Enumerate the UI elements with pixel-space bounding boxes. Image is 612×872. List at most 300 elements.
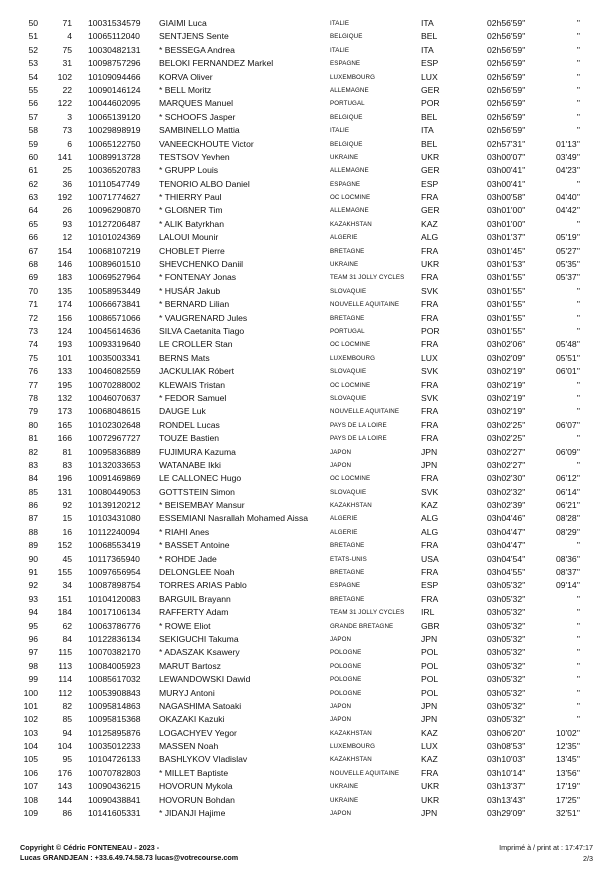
rider-name-cell: DAUGE Luk	[159, 406, 206, 417]
contact-text: Lucas GRANDJEAN : +33.6.49.74.58.73 lucas@votrecourse.com	[20, 853, 239, 862]
team-cell: SLOVAQUIE	[330, 488, 367, 496]
gap-cell: ''	[576, 312, 580, 323]
table-row	[0, 499, 612, 512]
rider-name-cell: * BESSEGA Andrea	[159, 44, 235, 55]
rider-name-cell: BERNS Mats	[159, 352, 210, 363]
time-cell: 03h01'37''	[487, 232, 526, 243]
gap-cell: 06'07''	[555, 419, 580, 430]
nationality-cell: POL	[421, 660, 439, 671]
uci-id-cell: 10070782803	[88, 767, 141, 778]
bib-cell: 102	[57, 71, 72, 82]
team-cell: SLOVAQUIE	[330, 368, 367, 376]
team-cell: UKRAINE	[330, 261, 359, 269]
gap-cell: ''	[576, 125, 580, 136]
uci-id-cell: 10069527964	[88, 272, 141, 283]
team-cell: OC LOCMINE	[330, 381, 371, 389]
table-row	[0, 231, 612, 244]
time-cell: 03h02'39''	[487, 500, 526, 511]
gap-cell: ''	[576, 71, 580, 82]
time-cell: 02h56'59''	[487, 31, 526, 42]
team-cell: POLOGNE	[330, 676, 362, 684]
time-cell: 03h01'00''	[487, 218, 526, 229]
rider-name-cell: * THIERRY Paul	[159, 192, 222, 203]
table-row	[0, 606, 612, 619]
bib-cell: 81	[62, 446, 72, 457]
nationality-cell: ESP	[421, 580, 439, 591]
rider-name-cell: OKAZAKI Kazuki	[159, 714, 225, 725]
nationality-cell: SVK	[421, 392, 439, 403]
time-cell: 03h01'55''	[487, 299, 526, 310]
time-cell: 03h02'25''	[487, 433, 526, 444]
team-cell: NOUVELLE AQUITAINE	[330, 301, 400, 309]
rider-name-cell: BELOKI FERNANDEZ Markel	[159, 58, 274, 69]
bib-cell: 124	[57, 325, 72, 336]
rider-name-cell: VANEECKHOUTE Victor	[159, 138, 254, 149]
uci-id-cell: 10035003341	[88, 352, 141, 363]
time-cell: 03h00'41''	[487, 178, 526, 189]
team-cell: BRETAGNE	[330, 595, 365, 603]
team-cell: SLOVAQUIE	[330, 287, 367, 295]
gap-cell: 05'37''	[555, 272, 580, 283]
time-cell: 02h56'59''	[487, 111, 526, 122]
rank-cell: 77	[28, 379, 38, 390]
rank-cell: 104	[23, 741, 38, 752]
rider-name-cell: BARGUIL Brayann	[159, 593, 231, 604]
nationality-cell: FRA	[421, 272, 439, 283]
uci-id-cell: 10110547749	[88, 178, 140, 189]
team-cell: NOUVELLE AQUITAINE	[330, 769, 400, 777]
time-cell: 03h05'32''	[487, 647, 526, 658]
gap-cell: ''	[576, 299, 580, 310]
uci-id-cell: 10086571066	[88, 312, 141, 323]
team-cell: KAZAKHSTAN	[330, 729, 372, 737]
gap-cell: 12'35''	[555, 741, 580, 752]
rank-cell: 91	[28, 567, 38, 578]
uci-id-cell: 10072967727	[88, 433, 141, 444]
table-row	[0, 673, 612, 686]
rank-cell: 72	[28, 312, 38, 323]
time-cell: 03h01'00''	[487, 205, 526, 216]
team-cell: ITALIE	[330, 20, 350, 27]
bib-cell: 166	[57, 433, 72, 444]
bib-cell: 133	[57, 366, 72, 377]
nationality-cell: FRA	[421, 312, 439, 323]
rank-cell: 89	[28, 540, 38, 551]
table-row	[0, 392, 612, 405]
uci-id-cell: 10071774627	[88, 192, 141, 203]
table-row	[0, 446, 612, 459]
gap-cell: ''	[576, 714, 580, 725]
uci-id-cell: 10065122750	[88, 138, 141, 149]
bib-cell: 92	[62, 500, 72, 511]
bib-cell: 193	[57, 339, 72, 350]
bib-cell: 155	[57, 567, 72, 578]
table-row	[0, 44, 612, 57]
time-cell: 03h04'54''	[487, 553, 526, 564]
nationality-cell: POR	[421, 98, 440, 109]
team-cell: OC LOCMINE	[330, 341, 371, 349]
bib-cell: 176	[57, 767, 72, 778]
bib-cell: 93	[62, 218, 72, 229]
bib-cell: 184	[57, 607, 72, 618]
team-cell: ITALIE	[330, 46, 350, 54]
time-cell: 03h06'20''	[487, 727, 526, 738]
rank-cell: 86	[28, 500, 38, 511]
nationality-cell: KAZ	[421, 218, 438, 229]
uci-id-cell: 10070288002	[88, 379, 141, 390]
team-cell: BELGIQUE	[330, 113, 363, 121]
table-row	[0, 620, 612, 633]
nationality-cell: FRA	[421, 767, 439, 778]
team-cell: JAPON	[330, 810, 352, 818]
gap-cell: 13'45''	[555, 754, 580, 765]
nationality-cell: FRA	[421, 339, 439, 350]
rider-name-cell: FUJIMURA Kazuma	[159, 446, 236, 457]
team-cell: PORTUGAL	[330, 100, 365, 108]
rider-name-cell: * SCHOOFS Jasper	[159, 111, 236, 122]
uci-id-cell: 10046082559	[88, 366, 141, 377]
table-row	[0, 84, 612, 97]
team-cell: NOUVELLE AQUITAINE	[330, 408, 400, 416]
uci-id-cell: 10030482131	[88, 44, 141, 55]
bib-cell: 75	[62, 44, 72, 55]
rank-cell: 83	[28, 459, 38, 470]
team-cell: JAPON	[330, 702, 352, 710]
bib-cell: 151	[57, 593, 72, 604]
gap-cell: ''	[576, 433, 580, 444]
time-cell: 03h04'55''	[487, 567, 526, 578]
uci-id-cell: 10104120083	[88, 593, 141, 604]
rider-name-cell: SHEVCHENKO Daniil	[159, 259, 244, 270]
team-cell: TEAM 31 JOLLY CYCLES	[330, 609, 405, 617]
rider-name-cell: RONDEL Lucas	[159, 419, 220, 430]
table-row	[0, 687, 612, 700]
rank-cell: 65	[28, 218, 38, 229]
team-cell: JAPON	[330, 716, 352, 724]
time-cell: 03h04'47''	[487, 540, 526, 551]
team-cell: KAZAKHSTAN	[330, 502, 372, 510]
nationality-cell: KAZ	[421, 727, 438, 738]
uci-id-cell: 10125895876	[88, 727, 141, 738]
time-cell: 03h29'09''	[487, 808, 526, 819]
rank-cell: 61	[28, 165, 38, 176]
rank-cell: 58	[28, 125, 38, 136]
time-cell: 03h05'32''	[487, 620, 526, 631]
bib-cell: 82	[62, 700, 72, 711]
table-row	[0, 97, 612, 110]
gap-cell: ''	[576, 593, 580, 604]
rank-cell: 102	[23, 714, 38, 725]
team-cell: ALLEMAGNE	[330, 167, 369, 175]
uci-id-cell: 10063786776	[88, 620, 141, 631]
table-row	[0, 17, 612, 30]
team-cell: ALGERIE	[330, 234, 358, 242]
time-cell: 03h01'45''	[487, 245, 526, 256]
team-cell: LUXEMBOURG	[330, 354, 376, 362]
nationality-cell: USA	[421, 553, 439, 564]
bib-cell: 146	[57, 259, 72, 270]
nationality-cell: POL	[421, 687, 439, 698]
rider-name-cell: DELONGLEE Noah	[159, 567, 235, 578]
rank-cell: 107	[23, 781, 38, 792]
gap-cell: 05'48''	[555, 339, 580, 350]
table-row	[0, 633, 612, 646]
uci-id-cell: 10068553419	[88, 540, 141, 551]
time-cell: 02h56'59''	[487, 71, 526, 82]
rank-cell: 87	[28, 513, 38, 524]
time-cell: 03h05'32''	[487, 660, 526, 671]
time-cell: 03h04'47''	[487, 526, 526, 537]
rank-cell: 54	[28, 71, 38, 82]
uci-id-cell: 10122836134	[88, 633, 141, 644]
uci-id-cell: 10141605331	[88, 808, 141, 819]
table-row	[0, 794, 612, 807]
table-row	[0, 379, 612, 392]
bib-cell: 122	[57, 98, 72, 109]
rank-cell: 60	[28, 151, 38, 162]
table-row	[0, 419, 612, 432]
table-row	[0, 512, 612, 525]
time-cell: 03h04'46''	[487, 513, 526, 524]
rank-cell: 67	[28, 245, 38, 256]
bib-cell: 173	[57, 406, 72, 417]
team-cell: POLOGNE	[330, 689, 362, 697]
rank-cell: 92	[28, 580, 38, 591]
rank-cell: 100	[23, 687, 38, 698]
rank-cell: 95	[28, 620, 38, 631]
bib-cell: 94	[62, 727, 72, 738]
team-cell: OC LOCMINE	[330, 194, 371, 202]
gap-cell: 03'49''	[555, 151, 580, 162]
team-cell: POLOGNE	[330, 662, 362, 670]
gap-cell: 08'37''	[555, 567, 580, 578]
uci-id-cell: 10053908843	[88, 687, 141, 698]
time-cell: 02h56'59''	[487, 18, 526, 28]
nationality-cell: ESP	[421, 58, 439, 69]
uci-id-cell: 10095815368	[88, 714, 141, 725]
uci-id-cell: 10089913728	[88, 151, 141, 162]
rider-name-cell: MARUT Bartosz	[159, 660, 221, 671]
table-row	[0, 30, 612, 43]
team-cell: ALGERIE	[330, 515, 358, 523]
gap-cell: ''	[576, 540, 580, 551]
time-cell: 02h56'59''	[487, 58, 526, 69]
gap-cell: ''	[576, 58, 580, 69]
rank-cell: 85	[28, 486, 38, 497]
rider-name-cell: LOGACHYEV Yegor	[159, 727, 237, 738]
time-cell: 03h01'53''	[487, 259, 526, 270]
rider-name-cell: MARQUES Manuel	[159, 98, 234, 109]
bib-cell: 156	[57, 312, 72, 323]
gap-cell: 05'19''	[555, 232, 580, 243]
nationality-cell: FRA	[421, 433, 439, 444]
nationality-cell: LUX	[421, 352, 438, 363]
rider-name-cell: CHOBLET Pierre	[159, 245, 225, 256]
bib-cell: 71	[62, 18, 72, 28]
nationality-cell: FRA	[421, 593, 439, 604]
nationality-cell: SVK	[421, 366, 439, 377]
gap-cell: ''	[576, 406, 580, 417]
uci-id-cell: 10101024369	[88, 232, 141, 243]
rider-name-cell: * BELL Moritz	[159, 84, 212, 95]
team-cell: PAYS DE LA LOIRE	[330, 421, 387, 429]
table-row	[0, 271, 612, 284]
team-cell: PAYS DE LA LOIRE	[330, 435, 387, 443]
bib-cell: 31	[62, 58, 72, 69]
table-row	[0, 566, 612, 579]
uci-id-cell: 10095836889	[88, 446, 141, 457]
nationality-cell: FRA	[421, 379, 439, 390]
rank-cell: 97	[28, 647, 38, 658]
table-row	[0, 405, 612, 418]
table-row	[0, 218, 612, 231]
gap-cell: ''	[576, 674, 580, 685]
time-cell: 02h57'31''	[487, 138, 526, 149]
uci-id-cell: 10102302648	[88, 419, 141, 430]
rider-name-cell: MASSEN Noah	[159, 741, 219, 752]
uci-id-cell: 10031534579	[88, 18, 141, 28]
uci-id-cell: 10068107219	[88, 245, 141, 256]
rider-name-cell: * JIDANJI Hajime	[159, 808, 226, 819]
table-row	[0, 713, 612, 726]
nationality-cell: JPN	[421, 714, 438, 725]
nationality-cell: UKR	[421, 151, 440, 162]
gap-cell: ''	[576, 111, 580, 122]
uci-id-cell: 10029898919	[88, 125, 141, 136]
nationality-cell: ALG	[421, 513, 439, 524]
rank-cell: 101	[23, 700, 38, 711]
gap-cell: 05'27''	[555, 245, 580, 256]
gap-cell: 10'02''	[555, 727, 580, 738]
rank-cell: 75	[28, 352, 38, 363]
time-cell: 03h05'32''	[487, 674, 526, 685]
time-cell: 03h13'37''	[487, 781, 526, 792]
rank-cell: 68	[28, 259, 38, 270]
table-row	[0, 700, 612, 713]
bib-cell: 15	[62, 513, 72, 524]
gap-cell: ''	[576, 660, 580, 671]
rank-cell: 106	[23, 767, 38, 778]
bib-cell: 22	[62, 84, 72, 95]
team-cell: KAZAKHSTAN	[330, 220, 372, 228]
gap-cell: ''	[576, 392, 580, 403]
nationality-cell: JPN	[421, 446, 438, 457]
uci-id-cell: 10112240094	[88, 526, 140, 537]
rider-name-cell: MURYJ Antoni	[159, 687, 215, 698]
page-number: 2/3	[583, 854, 593, 863]
rider-name-cell: HOVORUN Bohdan	[159, 794, 235, 805]
nationality-cell: LUX	[421, 741, 438, 752]
gap-cell: 06'01''	[555, 366, 580, 377]
rank-cell: 53	[28, 58, 38, 69]
gap-cell: ''	[576, 607, 580, 618]
gap-cell: ''	[576, 325, 580, 336]
rider-name-cell: * ALIK Batyrkhan	[159, 218, 224, 229]
time-cell: 03h05'32''	[487, 633, 526, 644]
rider-name-cell: * MILLET Baptiste	[159, 767, 229, 778]
nationality-cell: POL	[421, 647, 439, 658]
uci-id-cell: 10090438841	[88, 794, 141, 805]
time-cell: 03h02'32''	[487, 486, 526, 497]
table-row	[0, 539, 612, 552]
rank-cell: 82	[28, 446, 38, 457]
nationality-cell: ITA	[421, 44, 434, 55]
time-cell: 03h05'32''	[487, 607, 526, 618]
table-row	[0, 298, 612, 311]
rank-cell: 70	[28, 285, 38, 296]
bib-cell: 84	[62, 633, 72, 644]
gap-cell: ''	[576, 18, 580, 28]
nationality-cell: FRA	[421, 192, 439, 203]
bib-cell: 135	[57, 285, 72, 296]
rank-cell: 56	[28, 98, 38, 109]
bib-cell: 62	[62, 620, 72, 631]
team-cell: ITALIE	[330, 127, 350, 135]
gap-cell: 05'35''	[555, 259, 580, 270]
bib-cell: 114	[58, 674, 72, 685]
rank-cell: 103	[23, 727, 38, 738]
bib-cell: 101	[57, 352, 72, 363]
uci-id-cell: 10127206487	[88, 218, 141, 229]
uci-id-cell: 10109094466	[88, 71, 141, 82]
nationality-cell: FRA	[421, 299, 439, 310]
uci-id-cell: 10036520783	[88, 165, 141, 176]
table-row	[0, 727, 612, 740]
time-cell: 03h02'27''	[487, 459, 526, 470]
table-row	[0, 312, 612, 325]
rider-name-cell: * FONTENAY Jonas	[159, 272, 237, 283]
bib-cell: 16	[62, 526, 72, 537]
rank-cell: 63	[28, 192, 38, 203]
table-row	[0, 780, 612, 793]
nationality-cell: KAZ	[421, 754, 438, 765]
team-cell: POLOGNE	[330, 649, 362, 657]
rider-name-cell: WATANABE Ikki	[159, 459, 221, 470]
uci-id-cell: 10095814863	[88, 700, 141, 711]
rank-cell: 94	[28, 607, 38, 618]
table-row	[0, 486, 612, 499]
table-row	[0, 646, 612, 659]
gap-cell: 04'23''	[555, 165, 580, 176]
time-cell: 03h08'53''	[487, 741, 526, 752]
table-row	[0, 258, 612, 271]
table-row	[0, 660, 612, 673]
nationality-cell: GBR	[421, 620, 440, 631]
gap-cell: 32'51''	[555, 808, 580, 819]
nationality-cell: FRA	[421, 473, 439, 484]
nationality-cell: BEL	[421, 31, 438, 42]
rank-cell: 71	[28, 299, 38, 310]
gap-cell: ''	[576, 687, 580, 698]
uci-id-cell: 10068048615	[88, 406, 141, 417]
table-row	[0, 526, 612, 539]
rank-cell: 78	[28, 392, 38, 403]
uci-id-cell: 10066673841	[88, 299, 141, 310]
uci-id-cell: 10017106134	[88, 607, 141, 618]
nationality-cell: UKR	[421, 794, 440, 805]
gap-cell: ''	[576, 218, 580, 229]
rank-cell: 52	[28, 44, 38, 55]
bib-cell: 3	[67, 111, 72, 122]
rider-name-cell: * FEDOR Samuel	[159, 392, 227, 403]
rider-name-cell: KLEWAIS Tristan	[159, 379, 226, 390]
bib-cell: 12	[62, 232, 72, 243]
table-row	[0, 124, 612, 137]
rider-name-cell: NAGASHIMA Satoaki	[159, 700, 242, 711]
nationality-cell: JPN	[421, 808, 438, 819]
table-row	[0, 338, 612, 351]
bib-cell: 154	[57, 245, 72, 256]
